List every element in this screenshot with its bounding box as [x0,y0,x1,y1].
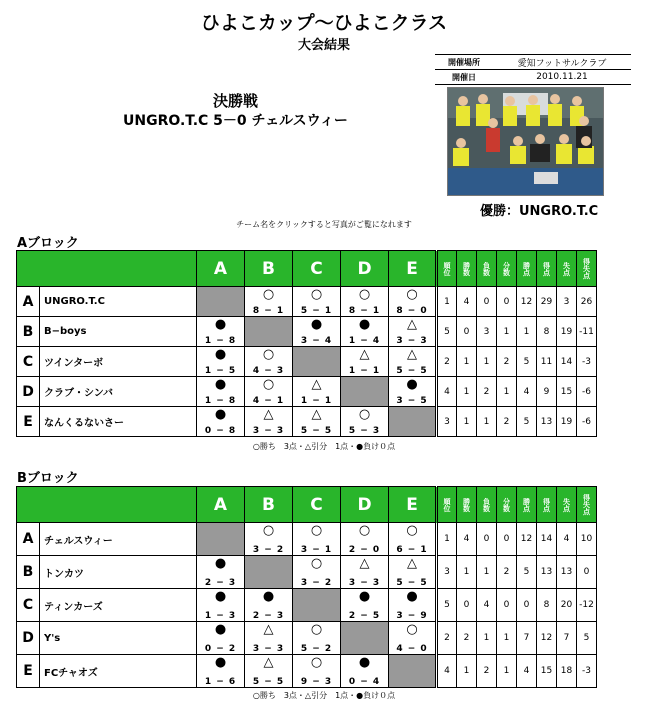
match-cell [341,523,389,556]
stat-header: 勝点 [517,487,537,523]
match-score: 1 − 6 [204,677,237,687]
stat-value: 0 [497,287,517,317]
stat-value: -11 [577,317,597,347]
stat-value: 1 [457,377,477,407]
team-name-link[interactable]: ツインターボ [40,347,197,377]
stat-value: 0 [517,589,537,622]
match-score: 5 − 5 [396,578,428,588]
match-score: 1 − 4 [348,336,381,346]
match-cell [341,317,389,347]
stat-value: 3 [477,317,497,347]
stat-value: 1 [477,622,497,655]
table-row [17,347,597,377]
stat-value: 1 [457,347,477,377]
date-label: 開催日 [452,72,476,82]
match-cell [197,347,245,377]
stat-value: 8 [537,317,557,347]
self-match-cell [245,317,293,347]
stat-value: 12 [537,622,557,655]
stat-value: 3 [557,287,577,317]
match-mark: ○ [310,655,323,670]
match-mark: ● [214,377,227,392]
stat-value: 10 [577,523,597,556]
stat-value: 11 [537,347,557,377]
column-header: E [389,487,437,523]
match-score: 3 − 2 [252,545,285,555]
match-mark: △ [407,347,417,362]
self-match-cell [293,347,341,377]
self-match-cell [341,622,389,655]
stat-value: 1 [497,622,517,655]
stat-value: 1 [477,556,497,589]
row-letter: D [17,377,40,407]
match-cell [341,589,389,622]
match-cell [389,287,437,317]
match-cell [341,287,389,317]
match-score: 5 − 5 [252,677,285,687]
self-match-cell [389,407,437,437]
stat-header: 得点 [537,251,557,287]
match-score: 4 − 0 [396,644,428,654]
stat-value: 0 [497,589,517,622]
team-name-link[interactable]: FCチャオズ [40,655,197,688]
stat-value: 3 [437,407,457,437]
stat-value: 2 [437,347,457,377]
stat-value: -6 [577,377,597,407]
match-score: 2 − 5 [348,611,381,621]
stat-value: 14 [557,347,577,377]
column-header: B [245,487,293,523]
match-mark: ● [214,556,227,571]
stat-value: 1 [437,523,457,556]
stat-value: 12 [517,287,537,317]
match-score: 3 − 3 [252,426,285,436]
click-note: チーム名をクリックすると写真がご覧になれます [236,220,412,229]
match-mark: ● [262,589,275,604]
row-letter: C [17,589,40,622]
match-score: 3 − 3 [396,336,428,346]
stat-value: 20 [557,589,577,622]
stat-value: 13 [537,556,557,589]
stat-value: 19 [557,317,577,347]
match-score: 1 − 1 [348,366,381,376]
match-mark: ● [406,589,418,604]
stat-value: 2 [497,407,517,437]
stat-value: 5 [437,589,457,622]
stat-value: 4 [477,589,497,622]
block-a-label: Aブロック [17,236,79,251]
match-mark: ○ [406,622,418,637]
stat-value: 13 [537,407,557,437]
stat-value: 4 [557,523,577,556]
final-result: UNGRO.T.C 5－0 チェルスウィー [123,113,348,129]
match-score: 5 − 1 [300,306,333,316]
match-mark: △ [263,407,274,422]
column-header: D [341,487,389,523]
stat-header: 失点 [557,487,577,523]
match-score: 9 − 3 [300,677,333,687]
match-cell [245,377,293,407]
stat-value: 5 [437,317,457,347]
header-blank [17,251,197,287]
match-score: 8 − 0 [396,306,428,316]
match-mark: ○ [262,377,275,392]
match-score: 3 − 5 [396,396,428,406]
stat-value: -6 [577,407,597,437]
date-value: 2010.11.21 [536,72,588,82]
row-letter: D [17,622,40,655]
match-score: 3 − 2 [300,578,333,588]
stat-value: 5 [517,347,537,377]
match-score: 5 − 2 [300,644,333,654]
match-score: 2 − 3 [252,611,285,621]
stat-value: 0 [457,589,477,622]
table-row [17,287,597,317]
match-cell [197,377,245,407]
match-cell [293,407,341,437]
stat-value: 13 [557,556,577,589]
team-name-link[interactable]: トンカツ [40,556,197,589]
match-cell [389,317,437,347]
stat-value: 7 [517,622,537,655]
match-mark: ● [358,317,371,332]
stat-value: 2 [477,377,497,407]
match-mark: ○ [310,556,323,571]
stat-value: 7 [557,622,577,655]
stat-value: 4 [517,377,537,407]
stat-header: 失点 [557,251,577,287]
winner-label: 優勝：UNGRO.T.C [480,204,599,219]
stat-value: 19 [557,407,577,437]
stat-value: 1 [497,377,517,407]
page-title: ひよこカップ～ひよこクラス [200,12,448,34]
match-score: 3 − 9 [396,611,428,621]
stat-header: 順位 [437,487,457,523]
match-cell [293,622,341,655]
match-cell [341,556,389,589]
block-b-label: Bブロック [17,471,79,486]
table-row [17,655,597,688]
venue-label: 開催場所 [448,57,480,67]
match-mark: ● [214,589,227,604]
match-cell [389,622,437,655]
table-row [17,622,597,655]
stat-value: 29 [537,287,557,317]
column-header: B [245,251,293,287]
match-mark: ○ [310,523,323,538]
match-score: 6 − 1 [396,545,428,555]
block-a-legend: ○勝ち 3点・△引分 1点・●負け０点 [252,442,396,451]
team-name-link[interactable]: なんくるないさー [40,407,197,437]
final-title: 決勝戦 [213,92,259,110]
team-name-link[interactable]: UNGRO.T.C [40,287,197,317]
stat-value: 18 [557,655,577,688]
match-cell [293,377,341,407]
stat-value: 1 [477,407,497,437]
stat-value: 2 [457,622,477,655]
stat-value: 1 [477,347,497,377]
match-cell [389,523,437,556]
stat-value: 1 [457,655,477,688]
match-cell [197,407,245,437]
table-row [17,317,597,347]
match-cell [341,347,389,377]
stat-value: -3 [577,347,597,377]
stat-value: 1 [437,287,457,317]
stat-value: 4 [437,655,457,688]
match-mark: ○ [406,287,418,302]
match-cell [197,655,245,688]
match-mark: ○ [310,622,323,637]
match-score: 1 − 8 [204,396,237,406]
match-mark: △ [311,377,322,392]
stat-value: 4 [457,523,477,556]
stat-value: 12 [517,523,537,556]
stat-value: 3 [437,556,457,589]
stat-value: 1 [497,317,517,347]
stat-header: 勝点 [517,251,537,287]
match-score: 1 − 3 [204,611,237,621]
column-header: A [197,487,245,523]
stat-value: 1 [457,556,477,589]
self-match-cell [245,556,293,589]
stat-value: 2 [497,347,517,377]
match-cell [245,523,293,556]
match-score: 3 − 4 [300,336,333,346]
match-score: 0 − 4 [348,677,381,687]
team-photo[interactable] [447,87,604,196]
date-row [435,70,631,85]
match-cell [197,589,245,622]
match-score: 1 − 8 [204,336,237,346]
column-header: E [389,251,437,287]
row-letter: E [17,407,40,437]
self-match-cell [197,523,245,556]
team-name-link[interactable]: チェルスウィー [40,523,197,556]
match-cell [293,556,341,589]
table-row [17,377,597,407]
table-row [17,523,597,556]
stat-value: -3 [577,655,597,688]
row-letter: B [17,317,40,347]
column-header: C [293,251,341,287]
stat-header: 勝数 [457,251,477,287]
header-row [17,487,597,523]
stat-value: 5 [517,407,537,437]
match-mark: △ [407,317,417,332]
header-blank [17,487,197,523]
block-b-legend: ○勝ち 3点・△引分 1点・●負け０点 [252,691,396,700]
self-match-cell [293,589,341,622]
event-info-table [435,54,631,85]
match-cell [341,655,389,688]
row-letter: A [17,287,40,317]
team-photo-image [448,88,603,195]
stat-value: 8 [537,589,557,622]
stat-value: 14 [537,523,557,556]
stat-value: 4 [437,377,457,407]
stat-value: 4 [457,287,477,317]
row-letter: C [17,347,40,377]
stat-value: 2 [437,622,457,655]
match-cell [341,407,389,437]
match-score: 0 − 8 [204,426,237,436]
match-score: 4 − 3 [252,366,285,376]
match-score: 5 − 5 [396,366,428,376]
stat-value: 9 [537,377,557,407]
stat-value: 5 [577,622,597,655]
table-row [17,407,597,437]
stat-value: 0 [497,523,517,556]
match-score: 5 − 5 [300,426,333,436]
match-cell [245,347,293,377]
match-mark: △ [359,347,370,362]
match-mark: ● [214,317,227,332]
stat-header: 勝数 [457,487,477,523]
match-mark: ● [214,407,227,422]
column-header: D [341,251,389,287]
match-mark: ● [406,377,418,392]
venue-value: 愛知フットサルクラブ [517,58,607,69]
stat-value: 0 [457,317,477,347]
venue-row [435,54,631,70]
match-score: 5 − 3 [348,426,381,436]
page-subtitle: 大会結果 [297,38,350,53]
column-header: C [293,487,341,523]
match-cell [197,622,245,655]
stat-header: 順位 [437,251,457,287]
match-mark: ○ [262,287,275,302]
table-row [17,589,597,622]
row-letter: B [17,556,40,589]
match-score: 3 − 3 [348,578,381,588]
match-mark: △ [359,556,370,571]
match-mark: ○ [358,407,371,422]
match-mark: ● [310,317,323,332]
match-cell [293,317,341,347]
match-score: 4 − 1 [252,396,285,406]
stat-value: 0 [477,287,497,317]
stat-header: 得失点 [577,251,597,287]
match-mark: ● [358,655,371,670]
match-score: 0 − 2 [204,644,237,654]
header-row [17,251,597,287]
stat-value: 4 [517,655,537,688]
match-mark: ● [214,347,227,362]
match-cell [293,287,341,317]
stat-value: 1 [457,407,477,437]
row-letter: E [17,655,40,688]
match-cell [245,407,293,437]
match-score: 2 − 3 [204,578,237,588]
match-mark: ○ [406,523,418,538]
self-match-cell [341,377,389,407]
match-cell [389,347,437,377]
match-cell [293,523,341,556]
match-score: 3 − 1 [300,545,333,555]
match-mark: △ [263,622,274,637]
match-cell [245,622,293,655]
team-name-link[interactable]: クラブ・シンバ [40,377,197,407]
block-table-a [16,250,597,437]
match-cell [197,317,245,347]
table-row [17,556,597,589]
stat-header: 分数 [497,487,517,523]
stat-value: 2 [497,556,517,589]
match-mark: ○ [358,523,371,538]
stat-value: 0 [577,556,597,589]
stat-value: 0 [477,523,497,556]
stat-value: 26 [577,287,597,317]
match-cell [389,556,437,589]
match-score: 1 − 1 [300,396,333,406]
team-name-link[interactable]: B−boys [40,317,197,347]
self-match-cell [197,287,245,317]
stat-value: 2 [477,655,497,688]
stat-header: 得失点 [577,487,597,523]
self-match-cell [389,655,437,688]
match-cell [245,589,293,622]
match-cell [197,556,245,589]
match-score: 8 − 1 [348,306,381,316]
team-name-link[interactable]: ティンカーズ [40,589,197,622]
stat-header: 得点 [537,487,557,523]
match-mark: △ [407,556,417,571]
team-name-link[interactable]: Y's [40,622,197,655]
match-mark: ○ [262,347,275,362]
stat-value: 1 [497,655,517,688]
stat-value: 5 [517,556,537,589]
stat-header: 負数 [477,487,497,523]
match-score: 8 − 1 [252,306,285,316]
stat-value: 1 [517,317,537,347]
stat-value: 15 [537,655,557,688]
match-mark: ● [358,589,371,604]
match-mark: ● [214,655,227,670]
match-cell [245,655,293,688]
match-cell [389,377,437,407]
match-mark: ● [214,622,227,637]
stat-header: 分数 [497,251,517,287]
row-letter: A [17,523,40,556]
match-mark: ○ [310,287,323,302]
stat-header: 負数 [477,251,497,287]
match-cell [245,287,293,317]
block-table-b [16,486,597,688]
match-mark: △ [311,407,322,422]
match-score: 3 − 3 [252,644,285,654]
column-header: A [197,251,245,287]
match-score: 2 − 0 [348,545,381,555]
match-mark: ○ [358,287,371,302]
match-mark: △ [263,655,274,670]
match-cell [293,655,341,688]
match-cell [389,589,437,622]
stat-value: -12 [577,589,597,622]
match-score: 1 − 5 [204,366,237,376]
stat-value: 15 [557,377,577,407]
match-mark: ○ [262,523,275,538]
